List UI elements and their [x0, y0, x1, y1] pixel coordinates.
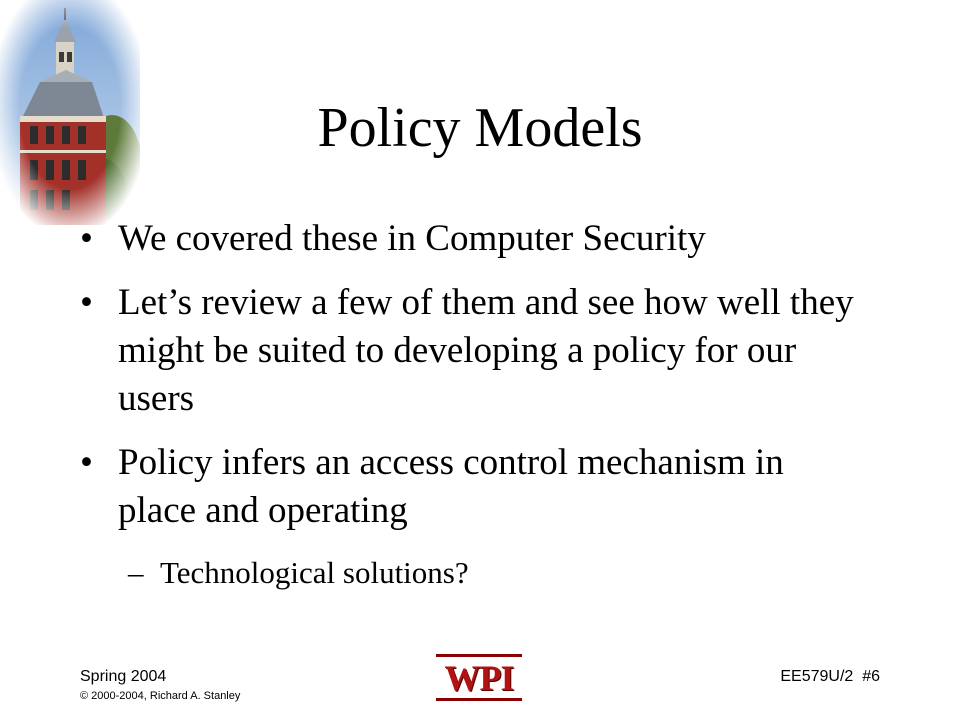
bullet-icon: •: [80, 442, 93, 483]
bullet-list: [80, 215, 860, 595]
slide-title: Policy Models: [317, 97, 643, 159]
bullet-text: Let’s review a few of them and see how well they might be suited to developing a policy for our users: [118, 282, 854, 419]
logo-top-bar: [436, 654, 522, 657]
wpi-logo: [436, 654, 522, 702]
logo-text: WPI: [444, 658, 514, 698]
bullet-item: [80, 215, 860, 263]
building-photo: [0, 0, 140, 225]
sub-bullet-text: Technological solutions?: [160, 555, 469, 590]
bullet-icon: •: [80, 218, 93, 259]
bullet-item: [80, 439, 860, 535]
bullet-icon: •: [80, 282, 93, 323]
bullet-text: We covered these in Computer Security: [118, 218, 706, 259]
footer-left: [80, 668, 240, 703]
bullet-item: [80, 279, 860, 423]
building-photo-graphic: [0, 0, 140, 225]
logo-bottom-bar: [436, 698, 522, 701]
dash-icon: –: [128, 555, 144, 590]
footer-term: Spring 2004: [80, 668, 167, 685]
footer-course-page: EE579U/2 #6: [780, 668, 880, 685]
sub-bullet-item: [80, 551, 860, 595]
bullet-text: Policy infers an access control mechanism in place and operating: [118, 442, 784, 531]
footer-copyright: © 2000-2004, Richard A. Stanley: [80, 690, 241, 702]
